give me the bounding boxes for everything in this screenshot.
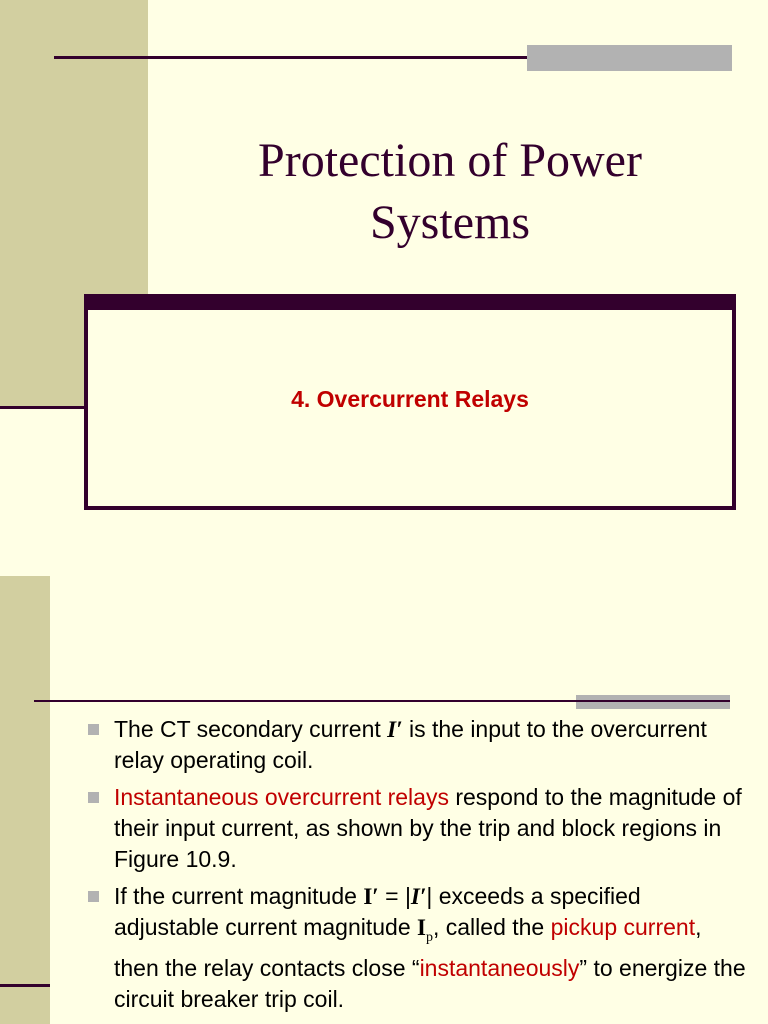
highlight-term: pickup current — [550, 914, 696, 940]
bullet-list — [88, 714, 748, 1021]
side-band-rule — [0, 406, 84, 409]
square-bullet-icon — [88, 792, 99, 803]
symbol-i-prime: I′ — [410, 884, 427, 909]
slide-content — [0, 560, 768, 1024]
symbol-i-prime: I′ — [363, 884, 379, 909]
square-bullet-icon — [88, 891, 99, 902]
top-rule — [34, 700, 730, 702]
bullet-item: Instantaneous overcurrent relays respond to the magnitude of their input current, as shown by the trip and block regions in Figure 10.9. — [88, 782, 748, 875]
symbol-i-prime: I′ — [387, 717, 403, 742]
title-line-1: Protection of Power — [258, 134, 642, 187]
accent-bar — [527, 45, 732, 71]
subtitle: 4. Overcurrent Relays — [291, 386, 529, 412]
accent-bar — [576, 695, 730, 709]
side-band — [0, 576, 50, 1024]
slide-title-text — [150, 130, 750, 254]
symbol-i-p: I — [417, 915, 426, 940]
bullet-item: If the current magnitude I′ = |I′| exceeds a specified adjustable current magnitude $I_p$, called the pickup current, then the relay contacts close “instantaneously” to energize the circuit breaker trip coil. — [88, 881, 748, 1015]
square-bullet-icon — [88, 724, 99, 735]
highlight-term: Instantaneous overcurrent relays — [114, 784, 449, 810]
highlight-term: instantaneously — [419, 955, 580, 981]
side-band-rule — [0, 984, 50, 987]
bullet-item: The CT secondary current I′ is the input to the overcurrent relay operating coil. — [88, 714, 748, 776]
title-line-2: Systems — [369, 196, 531, 249]
subscript-p: p — [425, 930, 433, 945]
